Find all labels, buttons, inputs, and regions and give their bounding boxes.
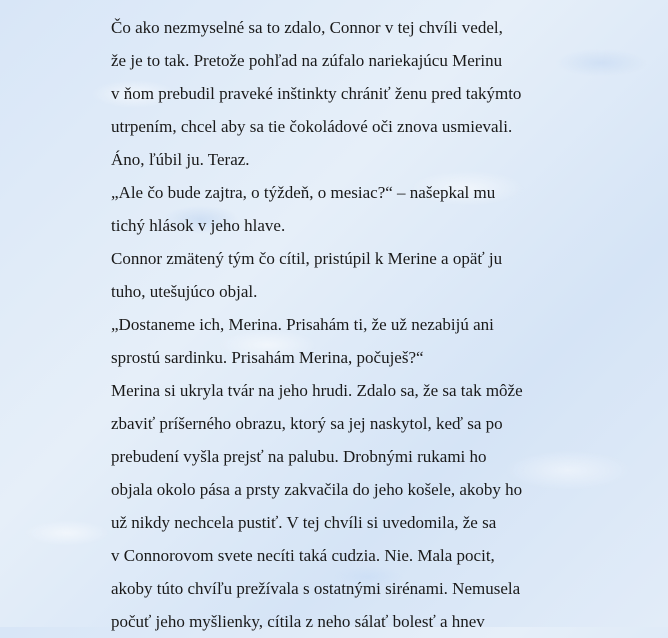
text-line: „Ale čo bude zajtra, o týždeň, o mesiac?“ – našepkal mu	[111, 183, 496, 202]
text-line: objala okolo pása a prsty zakvačila do jeho košele, akoby ho	[111, 480, 523, 499]
text-line: Merina si ukryla tvár na jeho hrudi. Zdalo sa, že sa tak môže	[111, 381, 523, 400]
text-line: zbaviť príšerného obrazu, ktorý sa jej naskytol, keď sa po	[111, 414, 503, 433]
text-line: tuho, utešujúco objal.	[111, 282, 258, 301]
text-line: Čo ako nezmyselné sa to zdalo, Connor v tej chvíli vedel,	[111, 18, 503, 37]
text-line: Connor zmätený tým čo cítil, pristúpil k Merine a opäť ju	[111, 249, 503, 268]
text-line: Áno, ľúbil ju. Teraz.	[111, 150, 250, 169]
text-line: počuť jeho myšlienky, cítila z neho sálať bolesť a hnev	[111, 612, 485, 631]
text-line: utrpením, chcel aby sa tie čokoládové oči znova usmievali.	[111, 117, 513, 136]
text-line: tichý hlások v jeho hlave.	[111, 216, 286, 235]
document-page	[111, 11, 651, 638]
text-line: sprostú sardinku. Prisahám Merina, počuješ?“	[111, 348, 424, 367]
text-line: v Connorovom svete necíti taká cudzia. Nie. Mala pocit,	[111, 546, 495, 565]
text-line: že je to tak. Pretože pohľad na zúfalo nariekajúcu Merinu	[111, 51, 503, 70]
text-line: akoby túto chvíľu prežívala s ostatnými sirénami. Nemusela	[111, 579, 521, 598]
text-line: prebudení vyšla prejsť na palubu. Drobnými rukami ho	[111, 447, 487, 466]
text-line: v ňom prebudil praveké inštinkty chrániť ženu pred takýmto	[111, 84, 522, 103]
text-line: „Dostaneme ich, Merina. Prisahám ti, že už nezabijú ani	[111, 315, 494, 334]
text-line: už nikdy nechcela pustiť. V tej chvíli si uvedomila, že sa	[111, 513, 497, 532]
